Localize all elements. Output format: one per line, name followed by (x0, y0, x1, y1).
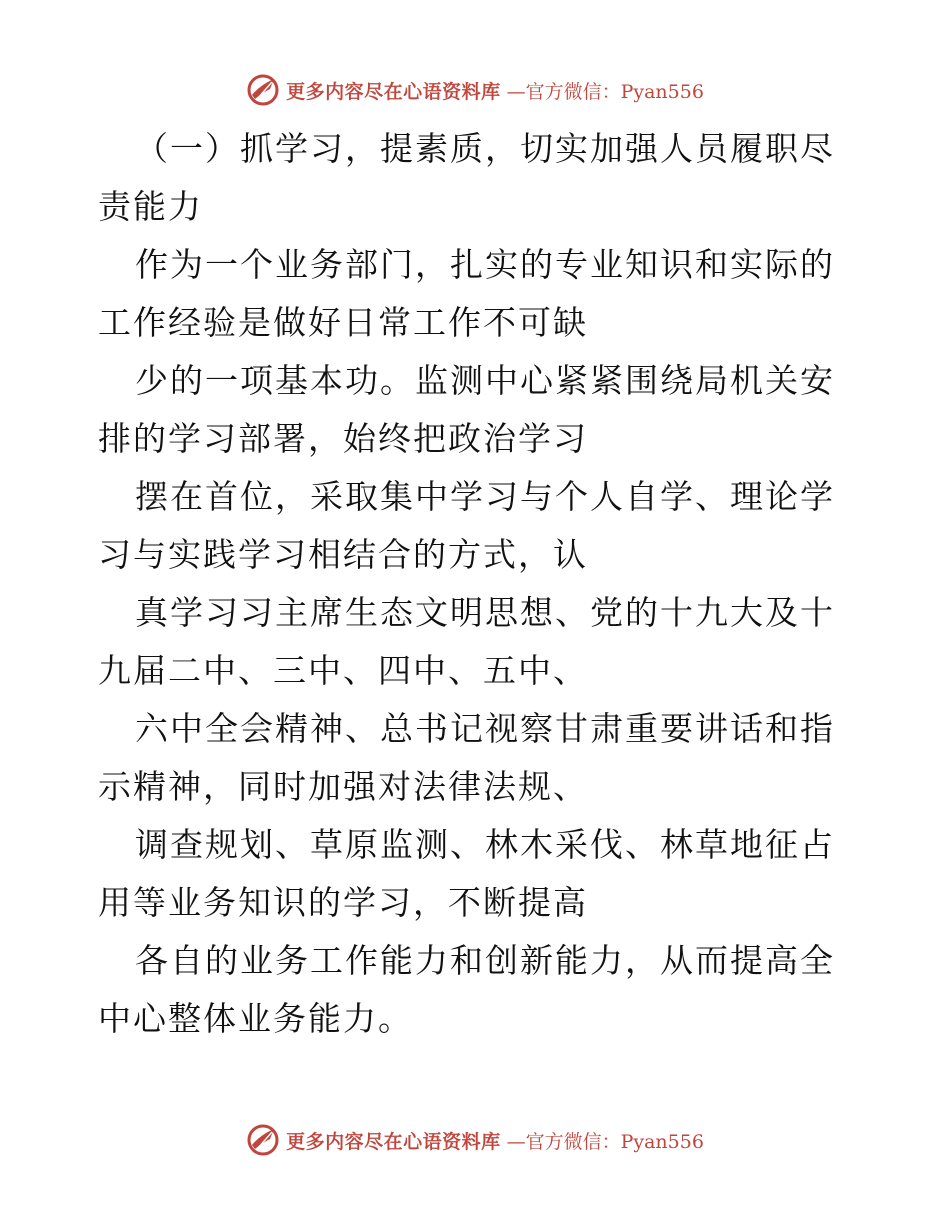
paragraph: 摆在首位，采取集中学习与个人自学、理论学习与实践学习相结合的方式，认 (98, 477, 835, 574)
paragraph: 各自的业务工作能力和创新能力，从而提高全中心整体业务能力。 (98, 941, 835, 1038)
banner-contact-text: —官方微信：Pyan556 (506, 80, 704, 103)
document-body (98, 120, 858, 1048)
paragraph: 真学习习主席生态文明思想、党的十九大及十九届二中、三中、四中、五中、 (98, 593, 835, 690)
banner-brand-text: 更多内容尽在心语资料库 (286, 80, 501, 103)
footer-watermark-banner (0, 1120, 950, 1160)
header-watermark-banner (0, 70, 950, 110)
paragraph: 少的一项基本功。监测中心紧紧围绕局机关安排的学习部署，始终把政治学习 (98, 361, 835, 458)
banner-contact-text: —官方微信：Pyan556 (506, 1130, 704, 1153)
paragraph: 六中全会精神、总书记视察甘肃重要讲话和指示精神，同时加强对法律法规、 (98, 709, 835, 806)
paragraph: 作为一个业务部门，扎实的专业知识和实际的工作经验是做好日常工作不可缺 (98, 245, 835, 342)
paragraph: 调查规划、草原监测、林木采伐、林草地征占用等业务知识的学习，不断提高 (98, 825, 835, 922)
paragraph-heading: （一）抓学习，提素质，切实加强人员履职尽责能力 (98, 129, 835, 226)
pen-logo-icon (246, 1123, 280, 1157)
pen-logo-icon (246, 73, 280, 107)
banner-brand-text: 更多内容尽在心语资料库 (286, 1130, 501, 1153)
